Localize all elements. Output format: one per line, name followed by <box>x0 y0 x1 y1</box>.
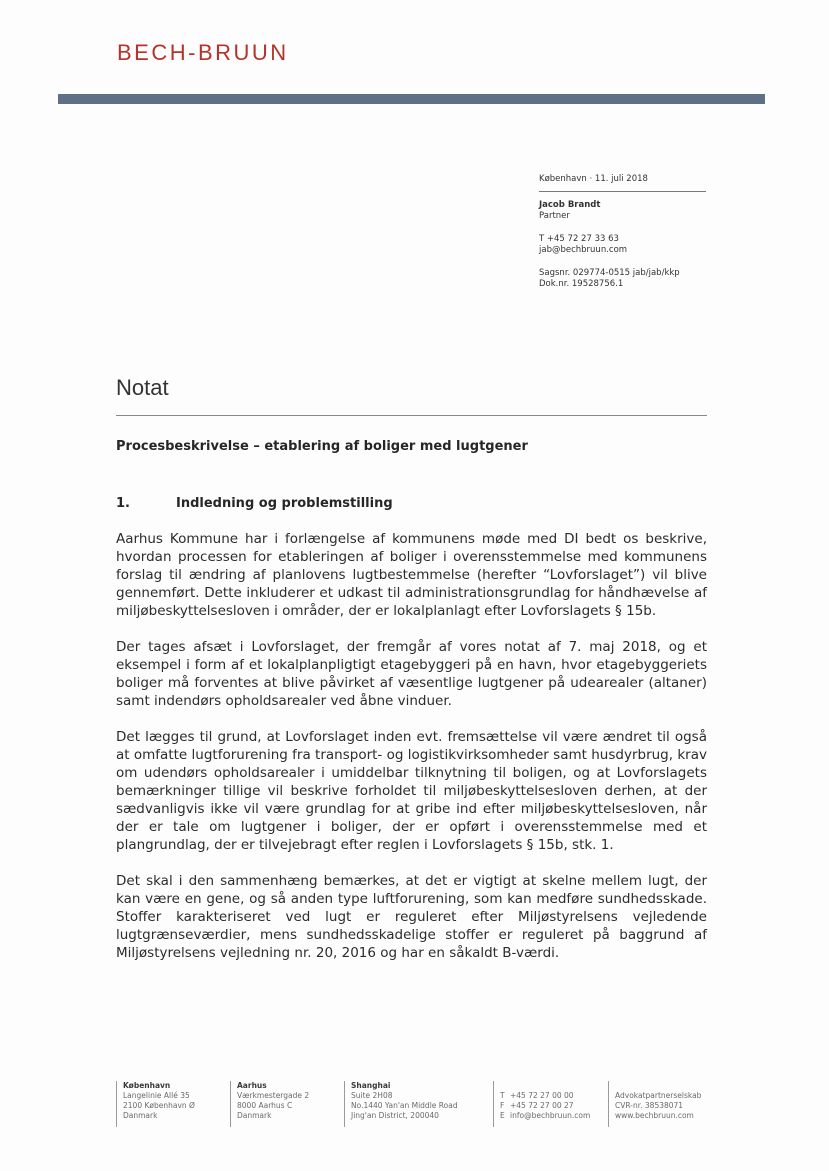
footer-fax <box>500 1101 590 1111</box>
meta-divider <box>539 191 706 192</box>
header-bar <box>58 94 765 104</box>
author-name: Jacob Brandt <box>539 200 601 210</box>
email-address[interactable]: info@bechbruun.com <box>510 1111 591 1120</box>
author-email[interactable]: jab@bechbruun.com <box>539 245 628 255</box>
footer-office-shanghai <box>344 1081 458 1127</box>
footer-email[interactable] <box>500 1111 590 1121</box>
email-prefix: E <box>500 1111 505 1120</box>
footer-phone <box>500 1091 590 1101</box>
company-cvr: CVR-nr. 38538071 <box>615 1101 684 1110</box>
footer-office-copenhagen <box>116 1081 195 1127</box>
company-website[interactable]: www.bechbruun.com <box>615 1111 694 1120</box>
section-number: 1. <box>116 496 130 511</box>
document-meta <box>539 174 706 290</box>
office-city: Shanghai <box>351 1081 391 1090</box>
company-logo: BECH-BRUUN <box>117 40 289 65</box>
author-title: Partner <box>539 211 570 221</box>
section-title: Indledning og problemstilling <box>176 496 393 511</box>
office-postal: 2100 København Ø <box>123 1101 195 1110</box>
body-paragraph: Aarhus Kommune har i forlængelse af kommunens møde med DI bedt os beskrive, hvordan processen for etableringen af boliger i overensstemmelse med kommunens forslag til ændring af planlovens lugtbestemmelse (herefter “Lovforslaget”) vil blive gennemført. Dette inkluderer et udkast til administrationsgrundlag for håndhævelse af miljøbeskyttelsesloven i områder, der er lokalplanlagt efter Lovforslagets § 15b. <box>116 531 707 619</box>
page-footer <box>116 1081 726 1127</box>
fax-number: +45 72 27 00 27 <box>510 1101 574 1110</box>
office-address: Langelinie Allé 35 <box>123 1091 190 1100</box>
footer-company <box>608 1081 701 1127</box>
office-country: Danmark <box>123 1111 158 1120</box>
body-paragraph: Det skal i den sammenhæng bemærkes, at det er vigtigt at skelne mellem lugt, der kan være en gene, og så anden type luftforurening, som kan medføre sundhedsskade. Stoffer karakteriseret ved lugt er reguleret efter Miljøstyrelsens vejledende lugtgrænseværdier, mens sundhedsskadelige stoffer er reguleret på baggrund af Miljøstyrelsens vejledning nr. 20, 2016 og har en såkaldt B-værdi. <box>116 873 707 961</box>
office-country: Danmark <box>237 1111 272 1120</box>
footer-contact <box>493 1081 590 1127</box>
place-date: København · 11. juli 2018 <box>539 174 648 184</box>
case-number: Sagsnr. 029774-0515 jab/jab/kkp <box>539 268 680 278</box>
footer-office-aarhus <box>230 1081 309 1127</box>
author-phone: T +45 72 27 33 63 <box>539 234 619 244</box>
office-city: København <box>123 1081 171 1090</box>
fax-prefix: F <box>500 1101 505 1110</box>
section-heading <box>116 495 393 512</box>
office-district: Jing'an District, 200040 <box>351 1111 439 1120</box>
office-city: Aarhus <box>237 1081 267 1090</box>
office-address: Suite 2H08 <box>351 1091 393 1100</box>
document-title: Notat <box>116 375 169 400</box>
title-divider <box>116 415 707 416</box>
body-paragraph: Det lægges til grund, at Lovforslaget inden evt. fremsættelse vil være ændret til også at omfatte lugtforurening fra transport- og logistikvirksomheder samt husdyrbrug, krav om udendørs opholdsarealer i umiddelbar tilknytning til boligen, og at Lovforslagets bemærkninger tillige vil beskrive forholdet til miljøbeskyttelsesloven derhen, at der sædvanligvis ikke vil være grundlag for at gribe ind efter miljøbeskyttelsesloven, når der er tale om lugtgener i boliger, der er opført i overensstemmelse med et plangrundlag, der er tilvejebragt efter reglen i Lovforslagets § 15b, stk. 1. <box>116 729 707 853</box>
company-type: Advokatpartnerselskab <box>615 1091 702 1100</box>
office-address: Værkmestergade 2 <box>237 1091 310 1100</box>
document-subject: Procesbeskrivelse – etablering af boliger med lugtgener <box>116 439 528 454</box>
office-postal: 8000 Aarhus C <box>237 1101 293 1110</box>
document-number: Dok.nr. 19528756.1 <box>539 279 624 289</box>
body-paragraph: Der tages afsæt i Lovforslaget, der fremgår af vores notat af 7. maj 2018, og et eksempel i form af et lokalplanpligtigt etagebyggeri på en havn, hvor etagebyggeriets boliger må forventes at blive påvirket af væsentlige lugtgener på udearealer (altaner) samt indendørs opholdsarealer ved åbne vinduer. <box>116 639 707 709</box>
phone-prefix: T <box>500 1091 505 1100</box>
document-body <box>116 530 707 980</box>
office-postal: No.1440 Yan'an Middle Road <box>351 1101 458 1110</box>
phone-number: +45 72 27 00 00 <box>510 1091 574 1100</box>
